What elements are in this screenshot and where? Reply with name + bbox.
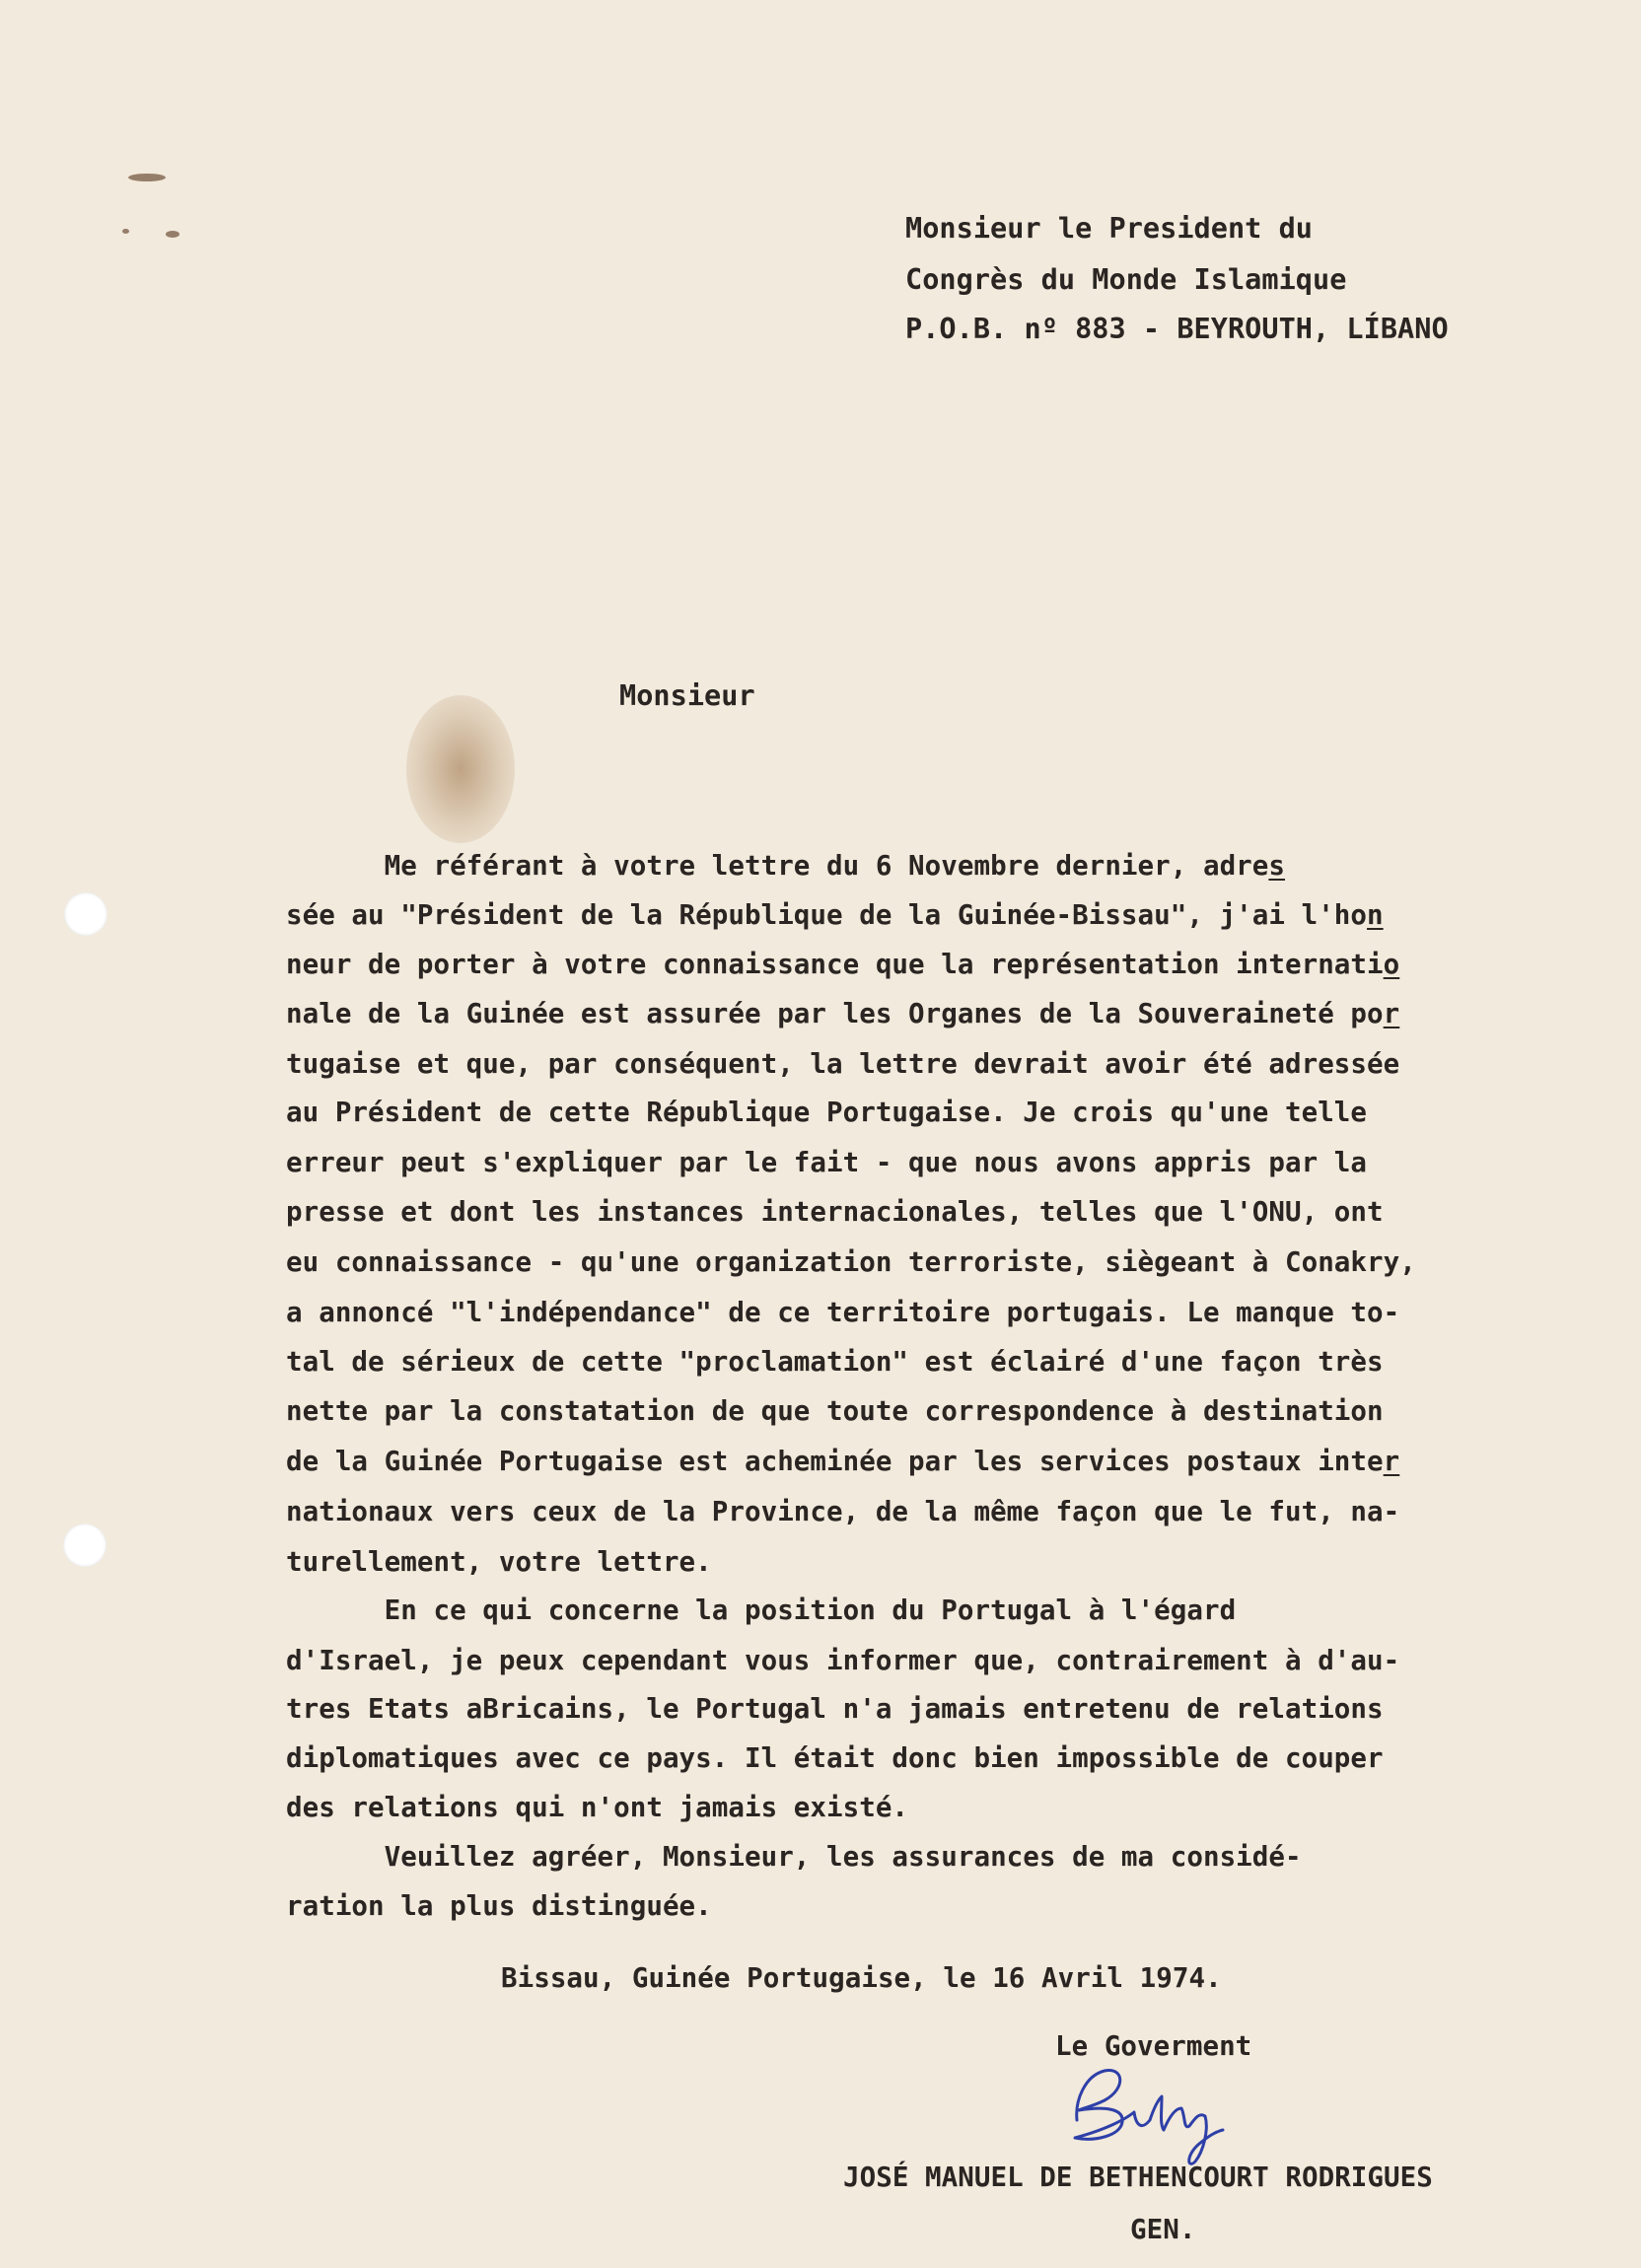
addressee-line-2: Congrès du Monde Islamique: [905, 263, 1347, 296]
paper-mark-3: [122, 229, 129, 234]
body-line-text: des relations qui n'ont jamais existé.: [286, 1792, 909, 1823]
body-line: [286, 1890, 712, 1922]
body-line-text: presse et dont les instances internacionales, telles que l'ONU, ont: [286, 1196, 1384, 1228]
addressee-line-1: Monsieur le President du: [905, 212, 1314, 245]
body-line-underlined-char: r: [1383, 1446, 1400, 1477]
punch-hole-bottom: [63, 1524, 107, 1567]
body-line-text: erreur peut s'expliquer par le fait - que nous avons appris par la: [286, 1147, 1368, 1178]
body-line-text: Me référant à votre lettre du 6 Novembre dernier, adre: [286, 850, 1269, 882]
body-line: [286, 1693, 1384, 1725]
body-line-text: nale de la Guinée est assurée par les Organes de la Souveraineté po: [286, 998, 1384, 1029]
place-date: Bissau, Guinée Portugaise, le 16 Avril 1974.: [501, 1962, 1222, 1994]
body-line-text: neur de porter à votre connaissance que la représentation internati: [286, 949, 1384, 980]
body-line: [286, 1395, 1384, 1427]
body-line: [286, 1147, 1368, 1178]
body-line: [286, 1742, 1384, 1774]
body-line: [286, 899, 1384, 931]
punch-hole-top: [64, 892, 107, 936]
body-line-text: Veuillez agréer, Monsieur, les assurances de ma considé-: [286, 1841, 1302, 1873]
body-line-text: tal de sérieux de cette "proclamation" est éclairé d'une façon très: [286, 1346, 1384, 1378]
body-line: [286, 1546, 712, 1578]
body-line: [286, 1446, 1400, 1477]
signatory-rank: GEN.: [1130, 2214, 1196, 2245]
body-line: [286, 850, 1285, 882]
body-line: [286, 1645, 1400, 1676]
body-line: [286, 1048, 1400, 1080]
body-line-text: eu connaissance - qu'une organization terroriste, siègeant à Conakry,: [286, 1246, 1416, 1278]
body-line: [286, 1841, 1302, 1873]
body-line-text: sée au "Président de la République de la Guinée-Bissau", j'ai l'ho: [286, 899, 1368, 931]
body-line-text: tugaise et que, par conséquent, la lettre devrait avoir été adressée: [286, 1048, 1400, 1080]
body-line: [286, 1246, 1416, 1278]
signatory-name: JOSÉ MANUEL DE BETHENCOURT RODRIGUES: [843, 2162, 1433, 2193]
body-line: [286, 1099, 1367, 1127]
body-line-underlined-char: n: [1367, 899, 1384, 931]
body-line-text: En ce qui concerne la position du Portugal à l'égard: [286, 1595, 1237, 1626]
handwritten-signature: [1065, 2061, 1282, 2169]
body-line: [286, 1496, 1400, 1527]
body-line: [286, 1346, 1384, 1378]
body-line: [286, 1196, 1384, 1228]
body-line-underlined-char: r: [1383, 998, 1400, 1029]
body-line-underlined-char: s: [1268, 850, 1285, 882]
salutation: Monsieur: [619, 679, 755, 712]
paper-mark-1: [128, 174, 166, 181]
body-line-text: de la Guinée Portugaise est acheminée par les services postaux inte: [286, 1446, 1384, 1477]
body-line-text: nette par la constatation de que toute correspondence à destination: [286, 1395, 1384, 1427]
signatory-title: Le Goverment: [1055, 2030, 1252, 2062]
paper-stain: [406, 695, 515, 843]
body-line: [286, 1597, 1236, 1625]
body-line-text: turellement, votre lettre.: [286, 1546, 712, 1578]
paper-mark-2: [166, 231, 179, 238]
body-line: [286, 949, 1400, 980]
body-line-underlined-char: o: [1383, 949, 1400, 980]
body-line: [286, 1297, 1400, 1328]
body-line-text: diplomatiques avec ce pays. Il était donc bien impossible de couper: [286, 1742, 1384, 1774]
body-line: [286, 1792, 909, 1823]
body-line-text: a annoncé "l'indépendance" de ce territoire portugais. Le manque to-: [286, 1297, 1400, 1328]
addressee-line-3: P.O.B. nº 883 - BEYROUTH, LÍBANO: [905, 313, 1449, 345]
body-line-text: ration la plus distinguée.: [286, 1890, 712, 1922]
body-line: [286, 998, 1400, 1029]
body-line-text: d'Israel, je peux cependant vous informer que, contrairement à d'au-: [286, 1645, 1400, 1676]
body-line-text: nationaux vers ceux de la Province, de la même façon que le fut, na-: [286, 1496, 1400, 1527]
body-line-text: au Président de cette République Portugaise. Je crois qu'une telle: [286, 1097, 1368, 1128]
body-line-text: tres Etats aBricains, le Portugal n'a jamais entretenu de relations: [286, 1693, 1384, 1725]
